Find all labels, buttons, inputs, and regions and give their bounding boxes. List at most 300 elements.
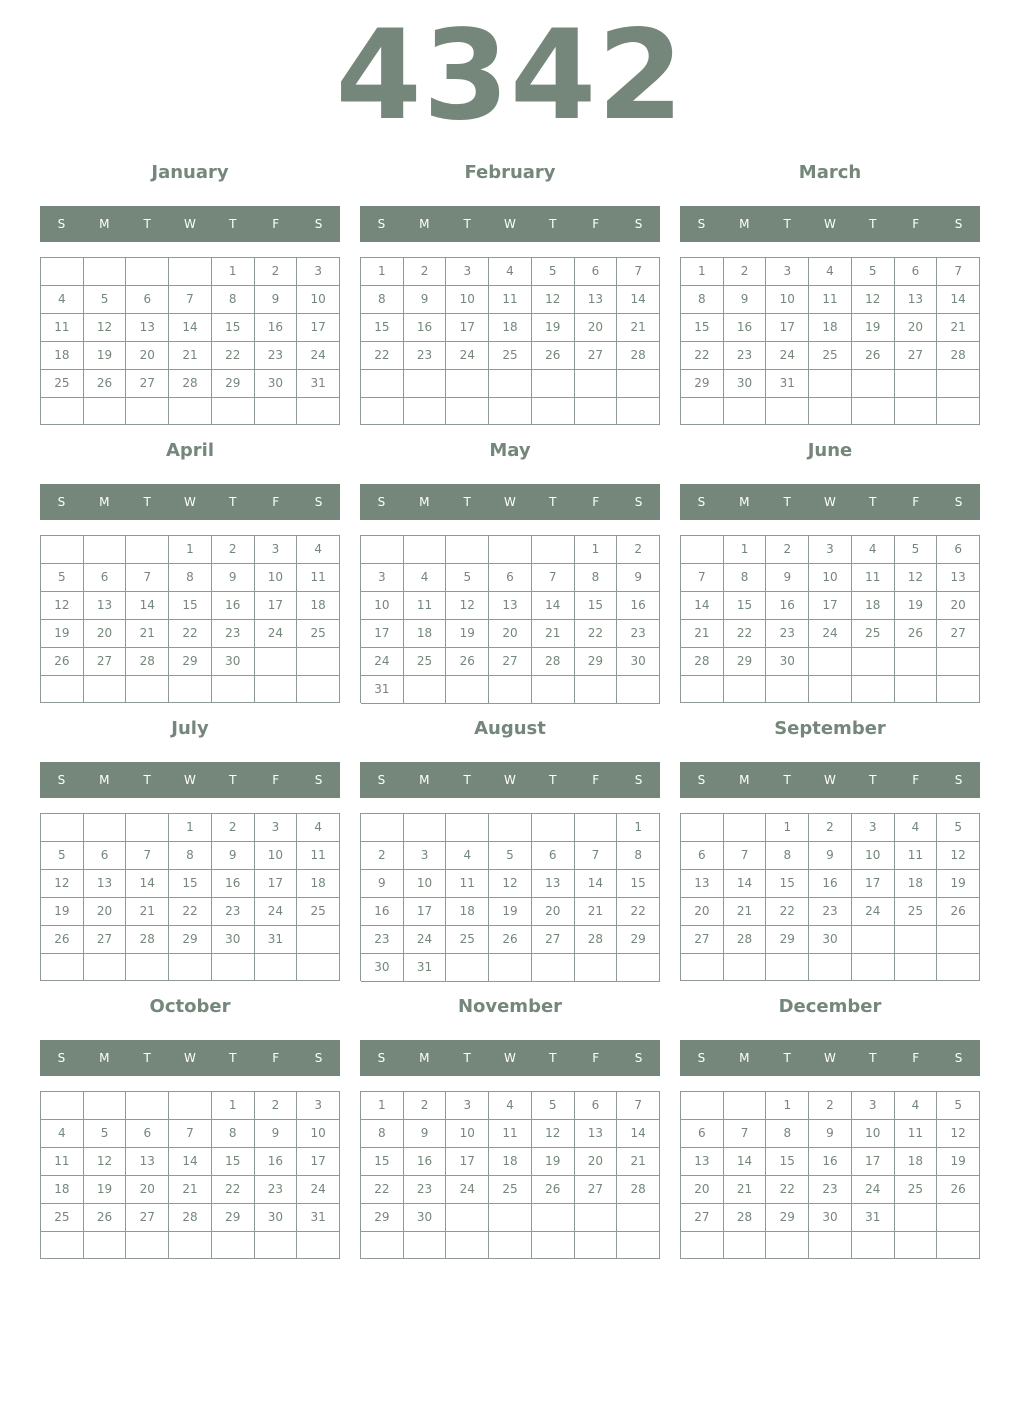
weekday-label: T (143, 1051, 151, 1065)
day-cell: 9 (212, 842, 255, 870)
empty-cell (84, 1232, 127, 1259)
weekday-label: S (377, 217, 386, 231)
day-cell: 12 (84, 1148, 127, 1176)
day-cell: 2 (255, 258, 298, 286)
weekday-label: S (314, 217, 323, 231)
day-cell: 18 (895, 870, 938, 898)
empty-cell (532, 814, 575, 842)
day-cell: 16 (212, 592, 255, 620)
day-cell: 22 (766, 898, 809, 926)
day-cell: 14 (681, 592, 724, 620)
day-cell: 15 (212, 314, 255, 342)
month-name: April (165, 440, 215, 461)
empty-cell (169, 1092, 212, 1120)
day-cell: 4 (895, 1092, 938, 1120)
weekday-label: F (592, 495, 600, 509)
day-cell: 8 (212, 1120, 255, 1148)
day-grid (680, 535, 980, 703)
weekday-label: W (824, 217, 836, 231)
weekday-label: S (634, 773, 643, 787)
day-cell: 22 (766, 1176, 809, 1204)
day-cell: 19 (937, 870, 980, 898)
day-cell: 29 (575, 648, 618, 676)
weekday-label: S (697, 495, 706, 509)
weekday-label: S (954, 1051, 963, 1065)
day-cell: 6 (681, 842, 724, 870)
day-cell: 6 (575, 1092, 618, 1120)
weekday-label: S (314, 495, 323, 509)
day-cell: 20 (895, 314, 938, 342)
day-cell: 31 (361, 676, 404, 704)
day-cell: 29 (617, 926, 660, 954)
empty-cell (361, 814, 404, 842)
empty-cell (681, 954, 724, 981)
empty-cell (575, 1232, 618, 1259)
day-cell: 19 (937, 1148, 980, 1176)
day-cell: 28 (575, 926, 618, 954)
day-cell: 8 (617, 842, 660, 870)
day-cell: 17 (446, 1148, 489, 1176)
empty-cell (169, 1232, 212, 1259)
day-cell: 25 (489, 1176, 532, 1204)
empty-cell (852, 954, 895, 981)
weekday-label: F (912, 217, 920, 231)
day-cell: 13 (489, 592, 532, 620)
empty-cell (575, 1204, 618, 1232)
weekday-label: T (143, 217, 151, 231)
empty-cell (297, 398, 340, 425)
day-cell: 4 (489, 1092, 532, 1120)
day-cell: 25 (41, 1204, 84, 1232)
day-cell: 14 (617, 286, 660, 314)
day-cell: 12 (937, 842, 980, 870)
day-cell: 2 (255, 1092, 298, 1120)
day-cell: 11 (895, 842, 938, 870)
empty-cell (532, 536, 575, 564)
weekday-header (40, 762, 340, 798)
day-cell: 26 (446, 648, 489, 676)
day-cell: 21 (126, 620, 169, 648)
day-cell: 19 (532, 1148, 575, 1176)
day-cell: 18 (41, 342, 84, 370)
weekday-label: S (314, 1051, 323, 1065)
day-cell: 9 (766, 564, 809, 592)
day-cell: 20 (681, 898, 724, 926)
day-cell: 24 (766, 342, 809, 370)
weekday-label: F (912, 495, 920, 509)
weekday-label: M (419, 495, 430, 509)
day-cell: 14 (724, 1148, 767, 1176)
day-cell: 14 (937, 286, 980, 314)
day-cell: 2 (404, 1092, 447, 1120)
day-grid (680, 813, 980, 981)
day-cell: 26 (489, 926, 532, 954)
day-cell: 29 (681, 370, 724, 398)
weekday-label: T (783, 1051, 791, 1065)
day-grid (40, 813, 340, 981)
day-cell: 25 (809, 342, 852, 370)
day-cell: 17 (297, 1148, 340, 1176)
day-cell: 13 (681, 870, 724, 898)
day-cell: 12 (489, 870, 532, 898)
day-cell: 16 (212, 870, 255, 898)
empty-cell (895, 1204, 938, 1232)
day-cell: 9 (809, 842, 852, 870)
weekday-label: F (272, 495, 280, 509)
day-cell: 15 (766, 1148, 809, 1176)
day-cell: 1 (617, 814, 660, 842)
day-cell: 25 (297, 898, 340, 926)
empty-cell (84, 954, 127, 981)
weekday-label: S (314, 773, 323, 787)
day-cell: 27 (575, 1176, 618, 1204)
day-cell: 11 (489, 286, 532, 314)
day-cell: 27 (84, 926, 127, 954)
day-cell: 9 (617, 564, 660, 592)
day-cell: 1 (361, 1092, 404, 1120)
day-cell: 23 (255, 342, 298, 370)
day-cell: 23 (212, 620, 255, 648)
day-cell: 20 (937, 592, 980, 620)
weekday-label: T (229, 495, 237, 509)
weekday-label: F (272, 1051, 280, 1065)
day-cell: 3 (297, 258, 340, 286)
day-cell: 24 (255, 898, 298, 926)
day-cell: 9 (255, 286, 298, 314)
day-cell: 20 (532, 898, 575, 926)
empty-cell (724, 676, 767, 703)
weekday-header (360, 762, 660, 798)
weekday-label: W (824, 773, 836, 787)
empty-cell (532, 398, 575, 426)
day-cell: 29 (766, 1204, 809, 1232)
day-cell: 5 (852, 258, 895, 286)
day-cell: 12 (895, 564, 938, 592)
day-cell: 9 (212, 564, 255, 592)
day-cell: 23 (809, 898, 852, 926)
day-cell: 16 (724, 314, 767, 342)
weekday-label: T (229, 773, 237, 787)
empty-cell (361, 536, 404, 564)
day-cell: 22 (169, 898, 212, 926)
weekday-label: F (912, 773, 920, 787)
day-cell: 25 (895, 1176, 938, 1204)
day-cell: 17 (809, 592, 852, 620)
weekday-label: F (592, 217, 600, 231)
day-cell: 21 (126, 898, 169, 926)
day-grid (40, 257, 340, 425)
weekday-label: F (592, 773, 600, 787)
weekday-label: M (739, 495, 750, 509)
empty-cell (766, 398, 809, 425)
month-name: December (778, 996, 882, 1017)
day-cell: 11 (41, 314, 84, 342)
day-cell: 23 (361, 926, 404, 954)
day-cell: 30 (724, 370, 767, 398)
day-cell: 6 (126, 286, 169, 314)
weekday-label: T (463, 217, 471, 231)
month-name: February (464, 162, 556, 183)
day-cell: 13 (895, 286, 938, 314)
weekday-label: T (549, 1051, 557, 1065)
empty-cell (489, 814, 532, 842)
empty-cell (575, 954, 618, 982)
day-cell: 29 (169, 648, 212, 676)
weekday-label: T (229, 217, 237, 231)
weekday-label: S (57, 1051, 66, 1065)
weekday-label: T (229, 1051, 237, 1065)
day-cell: 26 (852, 342, 895, 370)
day-cell: 30 (809, 926, 852, 954)
day-cell: 10 (297, 1120, 340, 1148)
day-cell: 23 (255, 1176, 298, 1204)
month-name: November (457, 996, 563, 1017)
empty-cell (937, 398, 980, 425)
day-cell: 3 (255, 814, 298, 842)
weekday-label: T (549, 773, 557, 787)
empty-cell (724, 398, 767, 425)
day-cell: 26 (84, 370, 127, 398)
empty-cell (169, 676, 212, 703)
empty-cell (404, 398, 447, 426)
day-cell: 1 (212, 1092, 255, 1120)
day-cell: 18 (41, 1176, 84, 1204)
empty-cell (617, 1204, 660, 1232)
day-cell: 16 (809, 1148, 852, 1176)
day-cell: 3 (809, 536, 852, 564)
weekday-label: W (184, 1051, 196, 1065)
day-cell: 10 (766, 286, 809, 314)
day-cell: 7 (126, 564, 169, 592)
day-cell: 8 (212, 286, 255, 314)
day-cell: 22 (361, 342, 404, 370)
day-cell: 7 (575, 842, 618, 870)
day-cell: 18 (297, 592, 340, 620)
day-cell: 29 (724, 648, 767, 676)
day-cell: 6 (126, 1120, 169, 1148)
day-cell: 20 (126, 342, 169, 370)
empty-cell (532, 676, 575, 704)
empty-cell (937, 1204, 980, 1232)
day-cell: 29 (212, 1204, 255, 1232)
day-cell: 7 (169, 1120, 212, 1148)
day-cell: 28 (937, 342, 980, 370)
month-name: March (798, 162, 862, 183)
weekday-label: T (783, 773, 791, 787)
day-cell: 24 (852, 898, 895, 926)
day-cell: 20 (489, 620, 532, 648)
day-cell: 16 (255, 1148, 298, 1176)
month-name: September (774, 718, 886, 739)
day-cell: 30 (255, 370, 298, 398)
empty-cell (212, 398, 255, 425)
day-cell: 29 (766, 926, 809, 954)
day-cell: 27 (681, 926, 724, 954)
weekday-header (680, 1040, 980, 1076)
day-cell: 25 (297, 620, 340, 648)
empty-cell (41, 398, 84, 425)
day-cell: 6 (937, 536, 980, 564)
day-cell: 20 (681, 1176, 724, 1204)
weekday-label: T (783, 495, 791, 509)
month-name: May (489, 440, 531, 461)
weekday-header (40, 206, 340, 242)
day-cell: 11 (895, 1120, 938, 1148)
day-cell: 16 (404, 314, 447, 342)
weekday-label: F (272, 217, 280, 231)
day-cell: 17 (852, 1148, 895, 1176)
day-cell: 21 (617, 314, 660, 342)
day-cell: 25 (489, 342, 532, 370)
weekday-label: S (57, 495, 66, 509)
day-cell: 1 (169, 814, 212, 842)
day-cell: 12 (937, 1120, 980, 1148)
weekday-header (40, 484, 340, 520)
day-cell: 23 (724, 342, 767, 370)
empty-cell (681, 814, 724, 842)
empty-cell (681, 1232, 724, 1259)
day-cell: 1 (361, 258, 404, 286)
empty-cell (297, 1232, 340, 1259)
day-cell: 6 (84, 842, 127, 870)
empty-cell (404, 1232, 447, 1259)
weekday-label: F (592, 1051, 600, 1065)
day-cell: 10 (852, 1120, 895, 1148)
day-cell: 11 (446, 870, 489, 898)
day-cell: 27 (895, 342, 938, 370)
day-cell: 6 (532, 842, 575, 870)
day-cell: 23 (212, 898, 255, 926)
weekday-label: S (697, 773, 706, 787)
weekday-header (680, 484, 980, 520)
weekday-label: T (463, 1051, 471, 1065)
month-name: August (474, 718, 546, 739)
weekday-label: T (869, 773, 877, 787)
weekday-label: T (463, 495, 471, 509)
empty-cell (255, 1232, 298, 1259)
day-cell: 28 (681, 648, 724, 676)
empty-cell (489, 398, 532, 426)
weekday-label: T (143, 495, 151, 509)
day-grid (40, 1091, 340, 1259)
day-cell: 8 (361, 286, 404, 314)
day-cell: 5 (84, 286, 127, 314)
empty-cell (41, 536, 84, 564)
year-title: 4342 (335, 4, 685, 148)
day-cell: 28 (724, 926, 767, 954)
day-cell: 26 (937, 1176, 980, 1204)
day-cell: 5 (84, 1120, 127, 1148)
day-cell: 10 (809, 564, 852, 592)
day-grid (360, 1091, 660, 1259)
empty-cell (852, 1232, 895, 1259)
day-cell: 24 (446, 342, 489, 370)
empty-cell (489, 370, 532, 398)
day-cell: 15 (169, 870, 212, 898)
empty-cell (937, 1232, 980, 1259)
empty-cell (489, 1232, 532, 1259)
day-cell: 18 (489, 1148, 532, 1176)
day-cell: 28 (617, 1176, 660, 1204)
day-cell: 14 (575, 870, 618, 898)
day-cell: 12 (532, 1120, 575, 1148)
day-cell: 31 (297, 370, 340, 398)
empty-cell (575, 814, 618, 842)
day-cell: 6 (489, 564, 532, 592)
empty-cell (297, 954, 340, 981)
day-cell: 27 (84, 648, 127, 676)
day-cell: 26 (84, 1204, 127, 1232)
empty-cell (169, 954, 212, 981)
day-cell: 8 (766, 842, 809, 870)
day-cell: 24 (297, 342, 340, 370)
day-cell: 3 (766, 258, 809, 286)
day-cell: 10 (255, 842, 298, 870)
empty-cell (41, 1232, 84, 1259)
day-cell: 3 (361, 564, 404, 592)
empty-cell (297, 926, 340, 954)
day-cell: 16 (766, 592, 809, 620)
day-cell: 18 (895, 1148, 938, 1176)
day-cell: 2 (212, 814, 255, 842)
empty-cell (84, 676, 127, 703)
day-cell: 1 (212, 258, 255, 286)
weekday-header (680, 206, 980, 242)
empty-cell (212, 954, 255, 981)
day-cell: 7 (724, 842, 767, 870)
empty-cell (532, 1204, 575, 1232)
day-cell: 1 (681, 258, 724, 286)
day-grid (40, 535, 340, 703)
day-cell: 21 (681, 620, 724, 648)
day-cell: 22 (212, 1176, 255, 1204)
day-cell: 11 (852, 564, 895, 592)
weekday-label: M (419, 1051, 430, 1065)
day-cell: 23 (617, 620, 660, 648)
empty-cell (126, 258, 169, 286)
weekday-label: W (504, 773, 516, 787)
day-cell: 6 (575, 258, 618, 286)
day-cell: 17 (852, 870, 895, 898)
day-cell: 9 (255, 1120, 298, 1148)
empty-cell (681, 676, 724, 703)
day-cell: 28 (126, 648, 169, 676)
day-cell: 29 (169, 926, 212, 954)
weekday-label: T (549, 495, 557, 509)
empty-cell (809, 676, 852, 703)
day-cell: 12 (84, 314, 127, 342)
weekday-label: S (377, 1051, 386, 1065)
day-cell: 11 (41, 1148, 84, 1176)
day-cell: 5 (41, 564, 84, 592)
weekday-label: W (824, 1051, 836, 1065)
empty-cell (489, 954, 532, 982)
day-cell: 1 (575, 536, 618, 564)
empty-cell (937, 676, 980, 703)
empty-cell (937, 370, 980, 398)
day-cell: 14 (169, 314, 212, 342)
day-cell: 16 (809, 870, 852, 898)
day-cell: 10 (404, 870, 447, 898)
day-cell: 11 (297, 564, 340, 592)
day-cell: 14 (126, 870, 169, 898)
day-cell: 25 (404, 648, 447, 676)
day-cell: 13 (575, 286, 618, 314)
day-cell: 28 (169, 1204, 212, 1232)
day-cell: 20 (84, 898, 127, 926)
empty-cell (766, 676, 809, 703)
day-cell: 7 (169, 286, 212, 314)
